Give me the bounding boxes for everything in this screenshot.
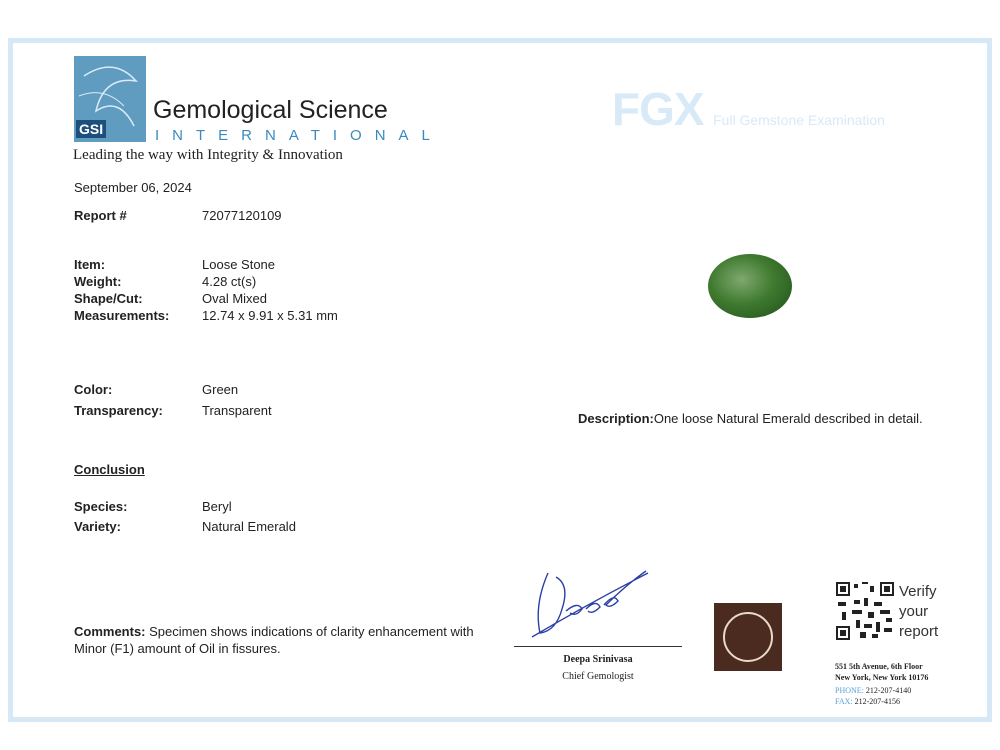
fax-value: 212-207-4156 [854, 697, 900, 706]
gsi-logo [74, 56, 146, 142]
report-date: September 06, 2024 [74, 180, 192, 195]
detail-value-weight: 4.28 ct(s) [202, 274, 257, 289]
address-line1: 551 5th Avenue, 6th Floor [835, 662, 923, 671]
variety-value: Natural Emerald [202, 519, 296, 534]
logo-label: GSI [76, 120, 106, 138]
emerald-photo [708, 254, 792, 318]
seal-ring [723, 612, 773, 662]
signer-title: Chief Gemologist [562, 671, 634, 682]
detail-value-measurements: 12.74 x 9.91 x 5.31 mm [202, 308, 338, 323]
fax-label: FAX: [835, 697, 853, 706]
comments-text-1: Specimen shows indications of clarity enhancement with [149, 624, 474, 639]
phone-row [835, 685, 911, 696]
contact-block [835, 685, 911, 707]
signer-name: Deepa Srinivasa [563, 654, 633, 665]
verify-line1: Verify [899, 583, 937, 600]
species-value: Beryl [202, 499, 232, 514]
tagline: Leading the way with Integrity & Innovation [73, 147, 343, 163]
signature-line [514, 646, 682, 647]
verify-line3: report [899, 623, 939, 640]
description-label: Description: [578, 411, 654, 426]
phone-value: 212-207-4140 [865, 686, 912, 695]
comments-label: Comments: [74, 624, 146, 639]
fgx-subtitle: Full Gemstone Examination [713, 112, 885, 128]
detail-label-weight: Weight: [74, 274, 122, 289]
description [578, 411, 923, 426]
verify-text[interactable] [899, 582, 938, 642]
detail-value-shape: Oval Mixed [202, 291, 268, 306]
fax-row [835, 696, 911, 707]
color-value: Green [202, 382, 239, 397]
detail-label-shape: Shape/Cut: [74, 291, 143, 306]
address-block [835, 661, 928, 683]
fgx-mark: FGX [612, 83, 704, 135]
brand-subtitle: INTERNATIONAL [155, 127, 443, 144]
species-label: Species: [74, 499, 128, 514]
transparency-value: Transparent [202, 403, 272, 418]
conclusion-heading: Conclusion [74, 462, 145, 477]
color-label: Color: [74, 382, 113, 397]
address-line2: New York, New York 10176 [835, 673, 929, 682]
detail-label-item: Item: [74, 257, 106, 272]
variety-label: Variety: [74, 519, 121, 534]
detail-value-item: Loose Stone [202, 257, 276, 272]
report-number-label: Report # [74, 208, 127, 223]
report-number: 72077120109 [202, 208, 282, 223]
qr-code[interactable] [836, 582, 894, 640]
verify-line2: your [899, 603, 929, 620]
gsi-seal [714, 603, 782, 671]
transparency-label: Transparency: [74, 403, 163, 418]
comments-text-2: Minor (F1) amount of Oil in fissures. [74, 641, 281, 656]
detail-label-measurements: Measurements: [74, 308, 170, 323]
phone-label: PHONE: [835, 686, 864, 695]
brand-name: Gemological Science [153, 96, 388, 124]
description-text: One loose Natural Emerald described in detail. [653, 411, 923, 426]
comments-line1 [74, 624, 474, 639]
signature-scribble [526, 565, 656, 641]
